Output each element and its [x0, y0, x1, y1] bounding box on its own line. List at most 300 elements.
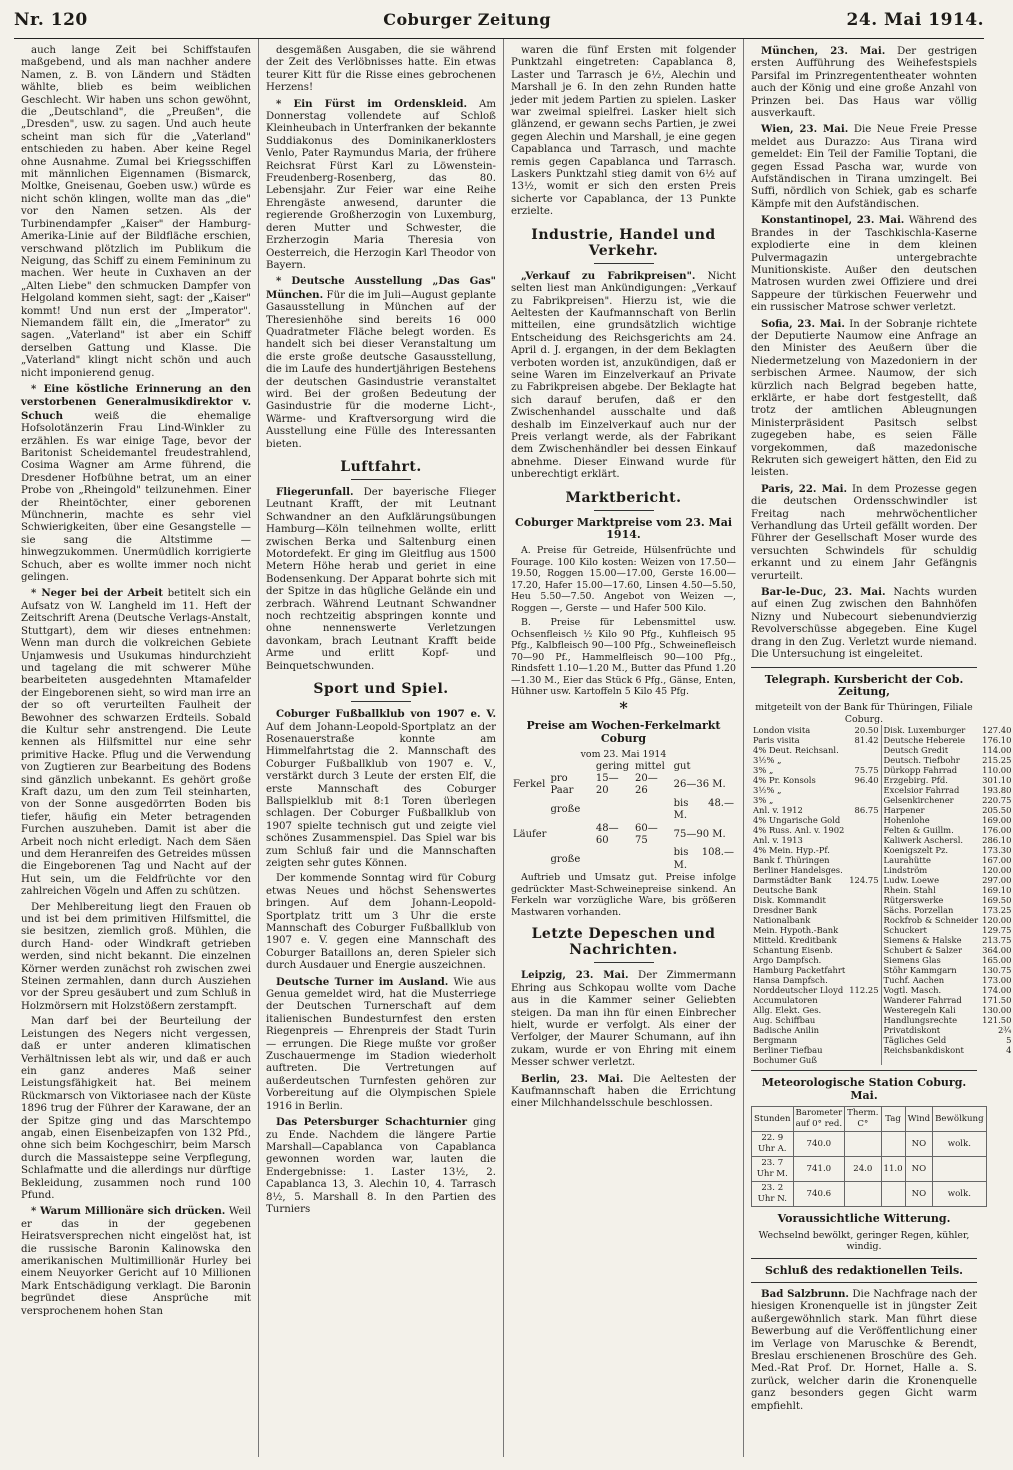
article-text: weiß die ehemalige Hofsolotänzerin Frau Lind-Winkler zu erzählen. Es war einige Tage, bevor der Baritonist Scheidemantel freudestrahlend, Cosima Wagner am Arme führend, die Dresdener Hofbühne betrat, um an einer Probe von „Rheingold" teilzunehmen. Einer der Rheintöchter, einer geborenen Münchnerin, machte es sehr viel Schwierigkeiten, über eine Gesangstelle — sie sang die Altstimme — hinwegzukommen. Unermüdlich korrigierte Schuch, aber es wollte immer noch nicht gelingen.: [21, 410, 251, 584]
article: [266, 708, 496, 870]
kurs-row: [751, 835, 1013, 845]
issue-date: 24. Mai 1914.: [846, 10, 984, 30]
section-heading-industrie: Industrie, Handel und Verkehr.: [511, 227, 736, 264]
column-2: [259, 39, 504, 1457]
kurs-name: Darmstädter Bank: [753, 875, 832, 886]
met-col-header: Wind: [905, 1107, 932, 1132]
article-heading: Konstantinopel, 23. Mai.: [761, 214, 905, 227]
kurs-row: [751, 785, 1013, 795]
kurs-value: 4: [1006, 1045, 1012, 1056]
ferkel-value: [594, 798, 633, 823]
kurs-value: [847, 895, 881, 905]
kurs-name: Hansa Dampfsch.: [753, 975, 828, 986]
article: [751, 214, 977, 314]
article-text: waren die fünf Ersten mit folgender Punktzahl eingetreten: Capablanca 8, Laster und Tarrasch je 6½, Alechin und Marshall je 6. In den zehn Runden hatte jeder mit jedem Partien zu spielen. Lasker war zweimal spielfrei. Lasker hielt sich glänzend, er gewann sechs Partien, je zwei gegen Alechin und Marshall, je eine gegen Capablanca und Tarrasch, und machte remis gegen Capablanca und Tarrasch. Laskers Punktzahl stieg damit von 6½ auf 13½, womit er sich den ersten Preis sicherte vor Capablanca, der 13 Punkte erzielte.: [511, 45, 736, 218]
kurs-value: [847, 865, 881, 875]
masthead: [14, 10, 984, 39]
ferkel-col-header: mittel: [634, 760, 665, 772]
article: [751, 483, 977, 583]
article: [751, 45, 977, 120]
article-heading: Berlin, 23. Mai.: [521, 1072, 624, 1085]
met-col-header: Tag: [881, 1107, 905, 1132]
article: [751, 586, 977, 661]
kurs-row: [751, 795, 1013, 805]
kurs-name: Deutsch. Tiefbohr: [883, 755, 960, 766]
kurs-row: [751, 1015, 1013, 1025]
section-heading-sport: Sport und Spiel.: [266, 681, 496, 702]
kurs-name: 4% Mein. Hyp.-Pf.: [753, 845, 830, 856]
article-text: Der kommende Sonntag wird für Coburg etwas Neues und höchst Sehenswertes bringen. Auf dem Johann-Leopold-Sportplatz tritt um 3 Uhr die erste Mannschaft des Coburger Fußballklub von 1907 e. V. gegen eine Mannschaft des Coburger Bataillons an, deren Spieler sich durch Ausdauer und Energie auszeichnen.: [266, 873, 496, 972]
ferkel-row: [511, 773, 736, 798]
met-header-row: [752, 1107, 987, 1132]
ferkel-date: vom 23. Mai 1914: [580, 749, 667, 761]
kurs-row: [751, 805, 1013, 815]
met-cell: [881, 1132, 905, 1157]
kurs-name: Aug. Schiffbau: [753, 1015, 816, 1026]
kurs-value: [980, 1055, 1013, 1065]
kurs-row: [751, 1025, 1013, 1035]
kurs-name: Bergmann: [753, 1035, 798, 1046]
kurs-row: [751, 905, 1013, 915]
kurs-name: Gelsenkirchener: [883, 795, 954, 806]
kurs-name: Hamburg Packetfahrt: [753, 965, 846, 976]
kurs-row: [751, 1005, 1013, 1015]
ferkel-unit: große: [550, 853, 581, 865]
column-3: [504, 39, 744, 1457]
met-cell: wolk.: [933, 1132, 986, 1157]
kurs-name: Mein. Hypoth.-Bank: [753, 925, 839, 936]
kurs-value: 96.40: [847, 775, 881, 785]
ferkel-label: [511, 847, 548, 872]
kurs-value: [847, 965, 881, 975]
met-cell: [881, 1182, 905, 1207]
kurs-value: [847, 825, 881, 835]
met-cell: [845, 1132, 881, 1157]
article-text: Die Neue Freie Presse meldet aus Durazzo: Aus Tirana wird gemeldet: Ein Teil der Familie Toptani, die gegen Essad Pascha war, wurde von Aufständischen in Tirana umzingelt. Bei Suffi, nördlich von Schiek, gab es scharfe Kämpfe mit den Aufständischen.: [751, 124, 978, 210]
ferkel-value: 60—75: [634, 822, 658, 847]
kurs-value: 130.00: [982, 1005, 1012, 1016]
article-text: Der Mehlbereitung liegt den Frauen ob und ist bei dem primitiven Hilfsmittel, die sie besitzen, ziemlich groß. Mühlen, die durch Hand- oder Windkraft getrieben werden, sind nicht bekannt. Die einzelnen Körner werden zunächst roh zwischen zwei Steinen zermahlen, dann durch Ausziehen vor der Spreu gesäubert und zum Schluß in Holzmörsern mit Holzstößern zerstampft.: [21, 901, 251, 1012]
kurs-name: Reichsbankdiskont: [883, 1045, 964, 1056]
ferkel-label: Ferkel: [513, 779, 546, 791]
kurs-value: [847, 785, 881, 795]
kurs-row: [751, 845, 1013, 855]
weather-forecast-text: Wechselnd bewölkt, geringer Regen, kühler, windig.: [758, 1229, 970, 1253]
divider-star: *: [619, 697, 628, 717]
ferkel-note: Auftrieb und Umsatz gut. Preise infolge gedrückter Mast-Schweinepreise sinkend. An Ferkeln war vorzügliche Ware, bis größeren Mastwaren vorhanden.: [511, 872, 736, 918]
article-heading: „Verkauf zu Fabrikpreisen".: [521, 269, 696, 282]
market-text-b: B. Preise für Lebensmittel usw. Ochsenfleisch ½ Kilo 90 Pfg., Kuhfleisch 95 Pfg., Kalbfleisch 90—100 Pfg., Schweinefleisch 70—90 Pf., Hammelfleisch 90—100 Pfg., Rindsfett 1.10—1.20 M., Butter das Pfund 1.20—1.30 M., Eier das Stück 6 Pfg., Gänse, Enten, Hühner usw. Kartoffeln 5 Kilo 45 Pfg.: [511, 617, 736, 698]
met-row: [752, 1157, 987, 1182]
ferkel-heading: Preise am Wochen-Ferkelmarkt Coburg: [526, 719, 721, 745]
issue-number: Nr. 120: [14, 10, 88, 30]
kurs-value: [847, 885, 881, 895]
kurs-name: Deutsche Bank: [753, 885, 818, 896]
kurs-name: Sächs. Porzellan: [883, 905, 954, 916]
ferkel-value: 20—26: [634, 773, 658, 797]
kurs-row: [751, 865, 1013, 875]
kurs-name: Tuchf. Aachen: [883, 975, 945, 986]
kurs-name: Accumulatoren: [753, 995, 818, 1006]
ferkel-row: [511, 798, 736, 823]
ferkel-col-header: gering: [595, 760, 629, 772]
kurs-value: 173.25: [982, 905, 1012, 916]
article-heading: Bad Salzbrunn.: [761, 1287, 849, 1300]
article: [511, 1073, 736, 1111]
section-heading-luftfahrt: Luftfahrt.: [266, 459, 496, 480]
met-cell: 11.0: [881, 1157, 905, 1182]
met-col-header: Bewölkung: [933, 1107, 986, 1132]
kurs-value: [847, 835, 881, 845]
article-heading: Paris, 22. Mai.: [761, 482, 848, 495]
kurs-name: Disk. Kommandit: [753, 895, 826, 906]
article: [266, 98, 496, 273]
met-cell: [933, 1157, 986, 1182]
met-cell: wolk.: [933, 1182, 986, 1207]
article-heading: * Warum Millionäre sich drücken.: [31, 1205, 226, 1218]
kurs-value: [847, 915, 881, 925]
kurs-name: 4% Deut. Reichsanl.: [753, 745, 839, 756]
section-heading-depeschen: Letzte Depeschen und Nachrichten.: [511, 926, 736, 963]
kurs-value: 173.00: [982, 975, 1012, 986]
article: [21, 1205, 251, 1318]
kurs-name: Koenigszelt Pz.: [883, 845, 949, 856]
kurs-name: Tägliches Geld: [883, 1035, 947, 1046]
article-text: Der gestrigen ersten Aufführung des Weihefestspiels Parsifal im Prinzregententheater wohnten auch der König und eine große Anzahl von Prinzen bei. Das Haus war völlig ausverkauft.: [751, 46, 977, 120]
met-row: [752, 1132, 987, 1157]
article-heading: München, 23. Mai.: [761, 45, 886, 57]
kursbericht-subheading: mitgeteilt von der Bank für Thüringen, Filiale Coburg.: [755, 702, 973, 725]
article: [266, 486, 496, 673]
article: [751, 318, 977, 480]
divider: [751, 1070, 977, 1071]
kurs-value: [847, 815, 881, 825]
kurs-name: Allg. Elekt. Ges.: [753, 1005, 822, 1016]
kurs-value: 165.00: [982, 955, 1012, 966]
kurs-name: Kaliwerk Aschersl.: [883, 835, 964, 846]
kurs-value: 120.00: [982, 915, 1012, 926]
newspaper-title: Coburger Zeitung: [383, 10, 552, 29]
met-cell: 740.0: [793, 1132, 845, 1157]
kursbericht-table: [751, 725, 1013, 1065]
kurs-name: Bank f. Thüringen: [753, 855, 830, 866]
kurs-value: 297.00: [982, 875, 1012, 886]
ferkel-col-header: gut: [673, 760, 691, 772]
article: [21, 587, 251, 898]
ferkel-label: Läufer: [513, 828, 547, 840]
kurs-value: [847, 755, 881, 765]
ferkel-row: [511, 847, 736, 872]
kurs-name: 4% Russ. Anl. v. 1902: [753, 825, 845, 836]
kurs-name: Schantung Eisenb.: [753, 945, 833, 956]
met-cell: 740.6: [793, 1182, 845, 1207]
kurs-name: 3% „: [753, 795, 774, 806]
kurs-name: Wanderer Fahrrad: [883, 995, 962, 1006]
kurs-row: [751, 885, 1013, 895]
column-1: [14, 39, 259, 1457]
kurs-row: [751, 915, 1013, 925]
article-heading: Bar-le-Duc, 23. Mai.: [761, 586, 886, 599]
article: [266, 976, 496, 1113]
kurs-name: Mitteld. Kreditbank: [753, 935, 837, 946]
kurs-value: 220.75: [982, 795, 1012, 806]
article-text: ging zu Ende. Nachdem die längere Partie Marshall—Capablanca von Capablanca gewonnen worden war, lauten die Endergebnisse: 1. Laster 13½, 2. Capablanca 13, 3. Alechin 10, 4. Tarrasch 8½, 5. Marshall 8. In den Partien des Turniers: [266, 1117, 496, 1215]
kurs-row: [751, 755, 1013, 765]
section-heading-marktbericht: Marktbericht.: [511, 490, 736, 511]
kurs-value: 176.10: [982, 735, 1012, 746]
article-text: Nachts wurden auf einen Zug zwischen den Bahnhöfen Nizny und Nubecourt siebenundvierzig Revolverschüsse abgegeben. Eine Kugel drang in den Zug. Verletzt wurde niemand. Die Untersuchung ist eingeleitet.: [751, 587, 977, 661]
kurs-value: 213.75: [982, 935, 1012, 946]
kurs-value: 169.00: [982, 815, 1012, 826]
kurs-name: Felten & Guillm.: [883, 825, 954, 836]
kurs-row: [751, 975, 1013, 985]
kurs-name: Ludw. Loewe: [883, 875, 940, 886]
kurs-value: 110.00: [982, 765, 1012, 776]
kurs-row: [751, 765, 1013, 775]
article-heading: Fliegerunfall.: [276, 486, 354, 498]
article-heading: Leipzig, 23. Mai.: [521, 969, 629, 982]
kurs-row: [751, 815, 1013, 825]
article: [751, 1288, 977, 1413]
kurs-value: [847, 905, 881, 915]
article: [511, 270, 736, 482]
market-heading: Coburger Marktpreise vom 23. Mai 1914.: [514, 515, 733, 541]
kurs-value: [847, 955, 881, 965]
article-heading: * Eine köstliche Erinnerung an den verstorbenen Generalmusikdirektor v. Schuch: [21, 382, 251, 422]
met-cell: 741.0: [793, 1157, 845, 1182]
kurs-name: Disk. Luxemburger: [883, 725, 966, 736]
ferkel-value: [633, 798, 672, 823]
kurs-value: [847, 745, 881, 755]
met-cell: NO: [905, 1157, 932, 1182]
ferkel-unit: große: [550, 804, 581, 816]
article-text: Am Donnerstag vollendete auf Schloß Kleinheubach in Unterfranken der bekannte Suddiakonus des Dominikanerklosters Venlo, Pater Raymundus Maria, der frühere Reichsrat Fürst Karl zu Löwenstein-Freudenberg-Rosenberg, das 80. Lebensjahr. Zur Feier war eine Reihe Ehrengäste anwesend, darunter die regierende Großherzogin von Luxemburg, deren Mutter und Schwester, die Erzherzogin Maria Theresia von Oesterreich, die Herzogin Karl Theodor von Bayern.: [266, 98, 496, 271]
ferkel-label: [511, 798, 548, 823]
kurs-value: 2¾: [997, 1025, 1012, 1036]
article-heading: Wien, 23. Mai.: [761, 123, 849, 136]
kurs-value: [847, 1055, 881, 1065]
ferkel-value: [633, 847, 672, 872]
kurs-name: Hohenlohe: [883, 815, 930, 826]
columns: [14, 39, 1012, 1457]
kurs-row: [751, 825, 1013, 835]
article-text: desgemäßen Ausgaben, die sie während der Zeit des Verlöbnisses hatte. Ein etwas teurer Kitt für die Risse eines gebrochenen Herzens!: [266, 45, 496, 94]
kurs-name: Privatdiskont: [883, 1025, 941, 1036]
kurs-name: Paris visita: [753, 735, 800, 746]
kurs-value: 301.10: [982, 775, 1012, 786]
article-heading: * Deutsche Ausstellung „Das Gas" München.: [266, 275, 496, 301]
kurs-value: 173.30: [982, 845, 1012, 856]
kurs-row: [751, 925, 1013, 935]
kurs-value: 86.75: [847, 805, 881, 815]
kurs-name: 4% Pr. Konsols: [753, 775, 816, 786]
ferkel-table: [511, 761, 736, 873]
kurs-value: [847, 975, 881, 985]
ferkel-value: 48—60: [595, 822, 619, 847]
divider: [751, 667, 977, 668]
kurs-value: 114.00: [982, 745, 1012, 756]
kurs-name: Deutsche Hebereie: [883, 735, 966, 746]
kurs-row: [751, 1045, 1013, 1055]
kurs-value: 5: [1006, 1035, 1012, 1046]
article: [751, 123, 977, 211]
column-4: [744, 39, 1012, 1457]
kurs-value: [847, 795, 881, 805]
divider: [751, 1258, 977, 1259]
kursbericht-heading: Telegraph. Kursbericht der Cob. Zeitung,: [764, 672, 964, 698]
kurs-name: 3½% „: [753, 755, 782, 766]
article-text: Die Nachfrage nach der hiesigen Kronenquelle ist in jüngster Zeit außergewöhnlich stark. Man führt diese Bewerbung auf die Veröffentlichung einer im Verlage von Maruschke & Berendt, Breslau erschienenen Broschüre des Geh. Med.-Rat Prof. Dr. Hornet, Halle a. S. zurück, welcher darin die Kronenquelle ganz besonders gegen Gicht warm empfiehlt.: [751, 1288, 977, 1412]
kurs-name: London visita: [753, 725, 811, 736]
article: [266, 1116, 496, 1216]
kurs-name: Schuckert: [883, 925, 927, 936]
article-text: Für die im Juli—August geplante Gasausstellung in München auf der Theresienhöhe sind bereits 16 000 Quadratmeter Fläche belegt worden. Es handelt sich bei dieser Veranstaltung um die erste große deutsche Gasausstellung, die im Laufe des hundertjährigen Bestehens der deutschen Gasindustrie veranstaltet wird. Bei der großen Bedeutung der Gasindustrie für die moderne Licht-, Wärme- und Kraftversorgung wird die Ausstellung eine Fülle des Interessanten bieten.: [266, 289, 496, 450]
kurs-name: Argo Dampfsch.: [753, 955, 822, 966]
kurs-name: Erzgebirg. Pfd.: [883, 775, 948, 786]
met-col-header: Therm. C°: [845, 1107, 881, 1132]
kurs-name: Rhein. Stahl: [883, 885, 936, 896]
kurs-name: Harpener: [883, 805, 925, 816]
article-text: betitelt sich ein Aufsatz von W. Langheld im 11. Heft der Zeitschrift Arena (Deutsche Verlags-Anstalt, Stuttgart), dem wir dieses entnehmen: Wenn man durch die volkreichen Gebiete Unjamwesis und Usukumas hindurchzieht und tagelang die mit schwerer Mühe bearbeiteten ausgedehnten Mtamafelder der Eingeborenen sieht, so wird man irre an der so oft verurteilten Faulheit der Bewohner des schwarzen Erdteils. Sobald die Kultur sehr anstrengend. Die Leute kennen als Hilfsmittel nur eine sehr primitive Hacke. Pflug und die Verwendung von Zugtieren zur Bearbeitung des Bodens sind gänzlich unbekannt. Es gehört große Kraft dazu, um den zum Teil steinharten, von der Sonne ausgedörrten Boden bis tiefer, häufig ein Meter betragenden Furchen auszuheben. Damit ist aber die Arbeit noch nicht erledigt. Nach dem Säen und dem Heranreifen des Getreides müssen die Eingeborenen Tag und Nacht auf der Hut sein, um die Feldfrüchte vor den zahlreichen Vögeln und Affen zu schützen.: [21, 588, 251, 898]
ferkel-header-row: [511, 761, 736, 773]
kurs-row: [751, 965, 1013, 975]
article: [266, 275, 496, 451]
kurs-value: 176.00: [982, 825, 1012, 836]
kurs-row: [751, 955, 1013, 965]
kurs-name: 3½% „: [753, 785, 782, 796]
kurs-name: Berliner Tiefbau: [753, 1045, 823, 1056]
kurs-row: [751, 895, 1013, 905]
ferkel-value: bis 48.— M.: [673, 797, 734, 822]
kurs-value: [847, 995, 881, 1005]
kurs-value: [847, 845, 881, 855]
kurs-name: Dresdner Bank: [753, 905, 817, 916]
kurs-value: 112.25: [847, 985, 881, 995]
article-text: In dem Prozesse gegen die deutschen Ordensschwindler ist Freitag nach mehrwöchentlicher Verhandlung das Urteil gefällt worden. Der Führer der Gesellschaft Moser wurde des versuchten Schwindels für schuldig erkannt und zu einem Jahr Gefängnis verurteilt.: [751, 483, 977, 582]
kurs-value: 167.00: [982, 855, 1012, 866]
kurs-name: Siemens Glas: [883, 955, 941, 966]
ferkel-unit: pro Paar: [550, 773, 574, 797]
met-cell: 23. 7 Uhr M.: [752, 1157, 794, 1182]
ferkel-value: 15—20: [595, 773, 619, 797]
kurs-value: 193.80: [982, 785, 1012, 796]
kurs-name: Bochumer Guß: [753, 1055, 817, 1066]
kurs-value: [847, 925, 881, 935]
kurs-value: 205.50: [982, 805, 1012, 816]
article-text: auch lange Zeit bei Schiffstaufen maßgebend, und als man nachher andere Namen, z. B. von Ländern und Städten wählte, blieb es beim weiblichen Geschlecht. Wir haben uns schon gewöhnt, die „Deutschland", die „Preußen", die „Dresden", usw. zu sagen. Und auch heute scheint man sich für die „Vaterland" entschieden zu haben. Aber keine Regel ohne Ausnahme. Zumal bei Kriegsschiffen mit männlichen Eigennamen (Bismarck, Moltke, Gneisenau, Goeben usw.) würde es nicht schön klingen, wollte man das „die" vor den Namen setzen. Als der Turbinendampfer „Kaiser" der Hamburg-Amerika-Linie auf der Bildfläche erschien, verschwand plötzlich im Publikum die Neigung, das Schiff zu einem Femininum zu machen. Wer heute in Cuxhaven an der „Alten Liebe" den schmucken Dampfer von Helgoland kommen sieht, sagt: der „Kaiser" kommt! Und nun erst der „Imperator". Niemandem fällt ein, die „Imerator" zu sagen. „Vaterland" ist aber ein Schiff derselben Gattung und Klasse. Die „Vaterland" klingt nicht schön und auch nicht imponierend genug.: [21, 45, 251, 379]
ferkel-value: 26—36 M.: [673, 779, 726, 791]
article-text: Auf dem Johann-Leopold-Sportplatz an der Rosenauerstraße konnte am Himmelfahrtstag die 2. Mannschaft des Coburger Fußballklub von 1907 e. V., verstärkt durch 3 Leute der ersten Elf, die erste Mannschaft des Coburger Ballspielklub mit 8:1 Toren überlegen schlagen. Der Coburger Fußballklub von 1907 spielte technisch gut und zeigte viel schönes Zusammenspiel. Das Spiel war bis zum Schluß fair und die Mannschaften zeigten sehr gutes Können.: [266, 721, 496, 869]
article-text: Nicht selten liest man Ankündigungen: „Verkauf zu Fabrikpreisen". Hierzu ist, wie die Aeltesten der Kaufmannschaft von Berlin mitteilen, eine grundsätzlich wichtige Entscheidung des Reichsgerichts am 24. April d. J. ergangen, in der dem Beklagten verboten worden ist, anzukündigen, daß er seine Waren im Einzelverkauf an Private zu Fabrikpreisen abgebe. Der Beklagte hat sich darauf berufen, daß er den Zwischenhandel ausschalte und daß deshalb im Einzelverkauf auch nur der Preis verlangt werde, als der Fabrikant dem Zwischenhändler bei dessen Einkauf abnehme. Dieser Einwand wurde für unberechtigt erklärt.: [511, 270, 736, 481]
end-of-editorial: Schluß des redaktionellen Teils.: [764, 1263, 964, 1277]
kurs-row: [751, 735, 1013, 745]
kurs-value: 130.75: [982, 965, 1012, 976]
article: [21, 383, 251, 585]
kurs-name: Westeregeln Kali: [883, 1005, 956, 1016]
met-cell: NO: [905, 1182, 932, 1207]
article-text: Der bayerische Flieger Leutnant Krafft, der mit Leutnant Schwandner an den Aufklärungsübungen Hamburg—Köln teilnehmen wollte, erlitt zwischen Berka und Saltenburg einen Motordefekt. Er ging im Gleitflug aus 1500 Metern Höhe herab und geriet in eine Bodensenkung. Der Apparat bohrte sich mit der Spitze in das hügliche Gelände ein und zerbrach. Während Leutnant Schwandner noch rechtzeitig abspringen konnte und ohne nennenswerte Verletzungen davonkam, brach Leutnant Krafft beide Arme und erlitt Kopf- und Beinquetschwunden.: [266, 487, 496, 672]
met-cell: 24.0: [845, 1157, 881, 1182]
article-heading: Sofia, 23. Mai.: [761, 317, 845, 330]
kurs-value: 171.50: [982, 995, 1012, 1006]
kurs-value: 75.75: [847, 765, 881, 775]
article-heading: * Neger bei der Arbeit: [31, 587, 163, 600]
kurs-value: 169.10: [982, 885, 1012, 896]
kurs-name: Rütgerswerke: [883, 895, 944, 906]
article-heading: Das Petersburger Schachturnier: [276, 1116, 467, 1129]
met-cell: NO: [905, 1132, 932, 1157]
kurs-name: Deutsch Gredit: [883, 745, 949, 756]
kurs-value: 286.10: [982, 835, 1012, 846]
kurs-value: 124.75: [847, 875, 881, 885]
kurs-row: [751, 855, 1013, 865]
kurs-row: [751, 935, 1013, 945]
kurs-name: [881, 1055, 980, 1065]
kurs-row: [751, 875, 1013, 885]
article-text: Der Zimmermann Ehring aus Schkopau wollte vom Dache aus in die Kammer seiner Geliebten steigen. Da man ihn für einen Einbrecher hielt, wurde er verfolgt. Als einer der Verfolger, der Maurer Schumann, auf ihn zukam, wurde er von Ehring mit einem Messer schwer verletzt.: [511, 970, 737, 1069]
ferkel-value: [594, 847, 633, 872]
kurs-name: Anl. v. 1912: [753, 805, 803, 816]
article-text: Während des Brandes in der Taschkischla-Kaserne explodierte eine in dem kleinen Pulvermagazin untergebrachte Munitionskiste. Außer den deutschen Matrosen wurden zwei Offiziere und drei Sappeure der türkischen Feuerwehr und ein russischer Matrose schwer verletzt.: [751, 215, 977, 314]
kurs-value: 174.00: [982, 985, 1012, 996]
meteorology-table: [751, 1106, 987, 1207]
article-text: Weil er das in der gegebenen Heiratsversprechen nicht eingelöst hat, ist die russische Baronin Kalinowska den amerikanischen Multimillionär Hurley bei einem Neuyorker Gericht auf 10 Millionen Mark Entschädigung verklagt. Die Baronin begründet diese Ansprüche mit versprochenem hohen Stan: [21, 1206, 251, 1317]
article-text: Wie aus Genua gemeldet wird, hat die Musterriege der Deutschen Turnerschaft auf dem italienischen Bundesturnfest den ersten Riegenpreis — Ehrenpreis der Stadt Turin — errungen. Die Riege mußte vor großer Zuschauermenge im Stadion wiederholt auftreten. Die Vertretungen auf außerdeutschen Turnfesten gehören zur Vorbereitung auf die Olympischen Spiele 1916 in Berlin.: [266, 976, 496, 1112]
kurs-row: [751, 745, 1013, 755]
kurs-row: [751, 775, 1013, 785]
kurs-value: 121.50: [982, 1015, 1012, 1026]
kurs-value: [847, 1045, 881, 1055]
met-cell: 23. 2 Uhr N.: [752, 1182, 794, 1207]
kurs-value: [847, 1015, 881, 1025]
met-col-header: Stunden: [752, 1107, 794, 1132]
kurs-value: [847, 1035, 881, 1045]
ferkel-unit: [548, 823, 593, 848]
kurs-name: Excelsior Fahrrad: [883, 785, 960, 796]
kurs-row: [751, 985, 1013, 995]
article: [511, 969, 736, 1069]
ferkel-value: bis 108.— M.: [673, 847, 734, 871]
kurs-value: [847, 935, 881, 945]
met-cell: 22. 9 Uhr A.: [752, 1132, 794, 1157]
kurs-name: 3% „: [753, 765, 774, 776]
article-heading: * Ein Fürst im Ordenskleid.: [276, 97, 468, 110]
kurs-name: Dürkopp Fahrrad: [883, 765, 958, 776]
kurs-row: [751, 995, 1013, 1005]
article-text: Die Aeltesten der Kaufmannschaft haben die Errichtung einer Milchhandelsschule beschlossen.: [511, 1073, 736, 1110]
article-text: In der Sobranje richtete der Deputierte Naumow eine Anfrage an den Minister des Aeußern über die Niedermetzelung von Mazedoniern in der serbischen Armee. Naumow, der sich kürzlich nach Belgrad begeben hatte, erklärte, er habe dort festgestellt, daß trotz der amtlichen Ableugnungen Ministerpräsident Pasitsch selbst zugegeben habe, es seien Fälle vorgekommen, daß mazedonische Rekruten sich geweigert hätten, den Eid zu leisten.: [751, 318, 977, 479]
ferkel-value: 75—90 M.: [673, 828, 726, 840]
kurs-name: Rockfrob & Schneider: [883, 915, 979, 926]
kurs-name: Stöhr Kammgarn: [883, 965, 957, 976]
kurs-value: 215.25: [982, 755, 1012, 766]
divider: [751, 1282, 977, 1283]
kurs-value: 20.50: [847, 725, 881, 735]
article-text: Man darf bei der Beurteilung der Leistungen des Negers nicht vergessen, daß er unter anderen klimatischen Verhältnissen lebt als wir, und daß er auch ein ganz anderes Maß seiner Leistungsfähigkeit hat. Bei meinem Rückmarsch von Viktoriasee nach der Küste 1896 trug der Führer der Karawane, der an der Spitze ging und das Marschtempo angab, einen Eisenbeizapfen von 132 Pfd., ohne sich beim Kochgeschirr, beim Marsch durch die Massaisteppe seine Verpflegung, Schlafmatte und die allerdings nur dürftige Bekleidung, zusammen noch rund 100 Pfund.: [21, 1016, 251, 1201]
ferkel-row: [511, 823, 736, 848]
kurs-value: 129.75: [982, 925, 1012, 936]
met-row: [752, 1182, 987, 1207]
met-col-header: Barometer auf 0° red.: [793, 1107, 845, 1132]
kurs-value: 364.00: [982, 945, 1012, 956]
kurs-name: Siemens & Halske: [883, 935, 962, 946]
kurs-name: Schubert & Salzer: [883, 945, 962, 956]
kurs-name: Norddeutscher Lloyd: [753, 985, 844, 996]
kurs-name: Nationalbank: [753, 915, 811, 926]
kurs-name: 4% Ungarische Gold: [753, 815, 841, 826]
kurs-name: Lindström: [883, 865, 928, 876]
article-heading: Coburger Fußballklub von 1907 e. V.: [276, 708, 496, 721]
